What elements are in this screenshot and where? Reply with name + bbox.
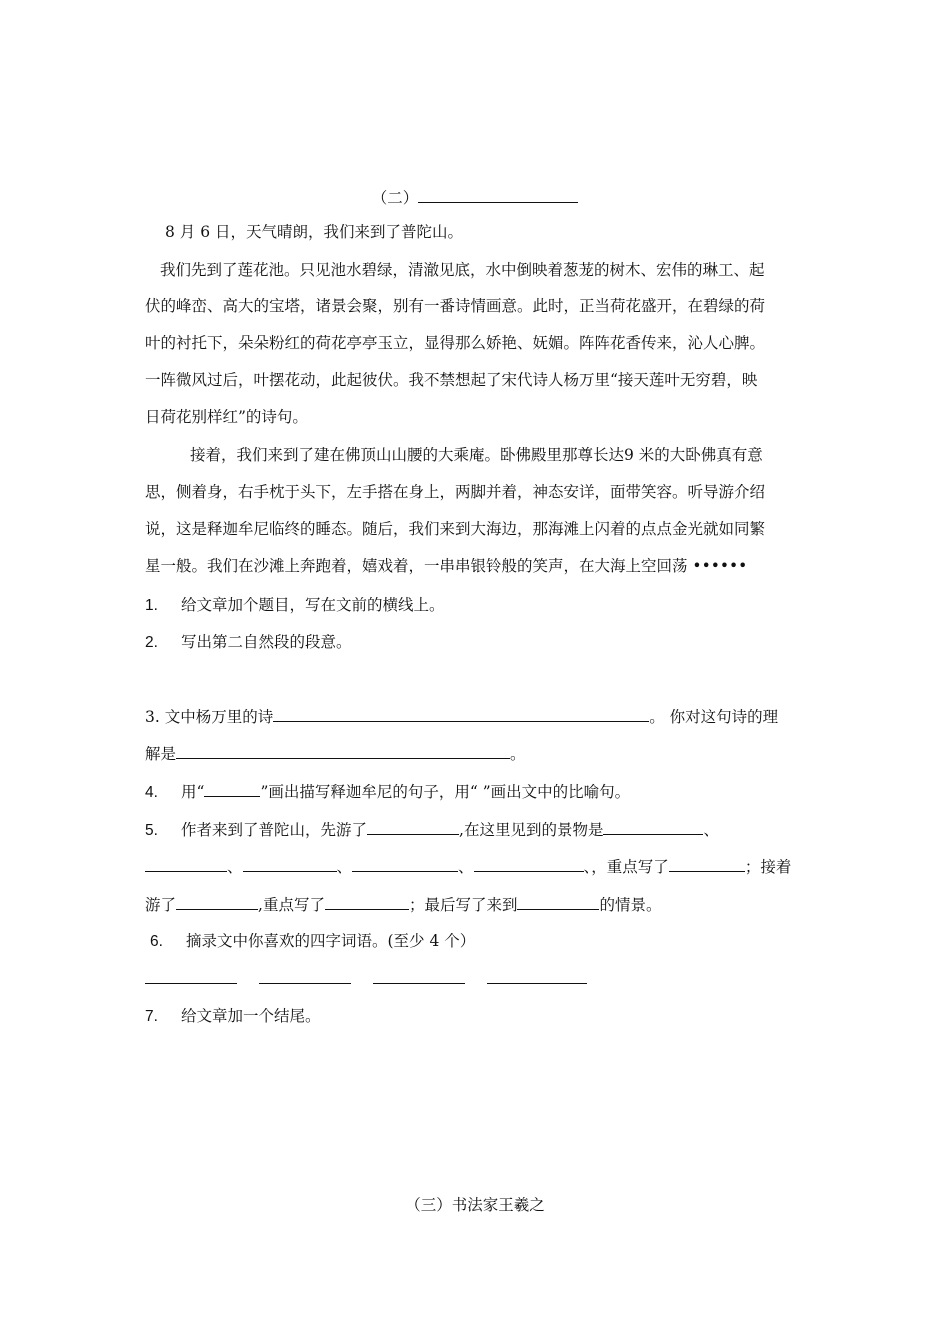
question-3-text-b: 。 你对这句诗的理 (649, 708, 779, 726)
question-5-text-e: ；接着 (744, 858, 792, 876)
question-5-line-2 (145, 856, 791, 877)
question-5-text-h: ；最后写了来到 (408, 896, 518, 914)
para2-line-4: 一阵微风过后，叶摆花动，此起彼伏。我不禁想起了宋代诗人杨万里“接天莲叶无穷碧，映 (145, 371, 758, 389)
four-char-word-blanks (145, 968, 609, 989)
question-1 (145, 595, 445, 616)
question-5-text-g: ,重点写了 (258, 896, 325, 914)
poem-answer-blank[interactable] (273, 706, 649, 722)
question-4-number: 4. (145, 784, 158, 801)
para2-line-2: 伏的峰峦、高大的宝塔，诸景会聚，别有一番诗情画意。此时，正当荷花盛开，在碧绿的荷 (145, 297, 766, 315)
question-5-sep-2: 、 (336, 858, 353, 876)
question-3-cont (145, 743, 526, 764)
question-5-sep-1: 、 (227, 858, 243, 876)
question-2-text: 写出第二自然段的段意。 (181, 633, 352, 651)
para2-line-1: 我们先到了莲花池。只见池水碧绿，清澈见底，水中倒映着葱茏的树木、宏伟的琳工、起 (160, 261, 765, 279)
question-2 (145, 632, 352, 653)
question-5 (145, 819, 719, 841)
word-blank-1[interactable] (145, 968, 237, 984)
last-place-blank[interactable] (517, 894, 599, 910)
question-4-text-a: 用“ (181, 783, 205, 801)
question-5-text-i: 的情景。 (599, 896, 662, 914)
question-5-text-c: 、 (703, 821, 719, 839)
question-3-text-a: 3. 文中杨万里的诗 (145, 708, 274, 726)
para2-line-5: 日荷花别样红”的诗句。 (145, 408, 308, 426)
question-6-text: 摘录文中你喜欢的四字词语。(至少 4 个） (186, 932, 476, 950)
question-7-text: 给文章加一个结尾。 (181, 1007, 321, 1025)
question-7-number: 7. (145, 1008, 158, 1025)
title-answer-blank[interactable] (418, 187, 578, 203)
question-6-number: 6. (150, 933, 163, 950)
question-5-number: 5. (145, 822, 158, 839)
question-3-text-c: 解是 (145, 745, 177, 763)
para2-line-3: 叶的衬托下，朵朵粉红的荷花亭亭玉立，显得那么娇艳、妩媚。阵阵花香传来，沁人心脾。 (145, 334, 766, 352)
question-6 (150, 931, 475, 952)
question-5-line-3 (145, 894, 661, 915)
scenery-blank-1[interactable] (603, 819, 703, 835)
word-blank-3[interactable] (373, 968, 465, 984)
question-5-text-b: ,在这里见到的景物是 (459, 821, 604, 839)
question-4 (145, 781, 630, 803)
scenery-blank-2[interactable] (145, 856, 227, 872)
question-1-text: 给文章加个题目，写在文前的横线上。 (181, 596, 445, 614)
para3-line-4: 星一般。我们在沙滩上奔跑着，嬉戏着，一串串银铃般的笑声，在大海上空回荡 •••••• (145, 557, 748, 575)
para3-line-2: 思，侧着身，右手枕于头下，左手搭在身上，两脚并着，神态安详，面带笑容。听导游介绍 (145, 483, 766, 501)
word-blank-2[interactable] (259, 968, 351, 984)
scenery-blank-3[interactable] (243, 856, 337, 872)
underline-sample (204, 781, 260, 797)
poem-understanding-blank[interactable] (176, 743, 510, 759)
section-title-blank (0, 186, 950, 208)
question-5-text-f: 游了 (145, 896, 177, 914)
question-7 (145, 1006, 321, 1027)
date-line: 8 月 6 日，天气晴朗，我们来到了普陀山。 (165, 223, 464, 241)
question-5-text-d: 、，重点写了 (583, 858, 669, 876)
question-5-text-a: 作者来到了普陀山，先游了 (181, 821, 368, 839)
scenery-blank-5[interactable] (474, 856, 584, 872)
question-5-sep-3: 、 (458, 858, 474, 876)
first-place-blank[interactable] (367, 819, 459, 835)
question-1-number: 1. (145, 597, 158, 614)
question-3-text-d: 。 (510, 745, 526, 763)
second-place-blank[interactable] (176, 894, 258, 910)
para3-line-1: 接着，我们来到了建在佛顶山山腰的大乘庵。卧佛殿里那尊长达9 米的大卧佛真有意 (190, 446, 763, 464)
scenery-blank-4[interactable] (352, 856, 458, 872)
word-blank-4[interactable] (487, 968, 587, 984)
question-4-text-b: ”画出描写释迦牟尼的句子，用“ ”画出文中的比喻句。 (260, 783, 631, 801)
section-3-title: （三）书法家王羲之 (405, 1196, 545, 1214)
section-title-prefix: （二） (371, 189, 419, 207)
para3-line-3: 说，这是释迦牟尼临终的睡态。随后，我们来到大海边，那海滩上闪着的点点金光就如同繁 (145, 520, 766, 538)
question-2-number: 2. (145, 634, 158, 651)
question-3 (145, 706, 778, 727)
focus-blank-2[interactable] (325, 894, 409, 910)
focus-blank-1[interactable] (669, 856, 745, 872)
